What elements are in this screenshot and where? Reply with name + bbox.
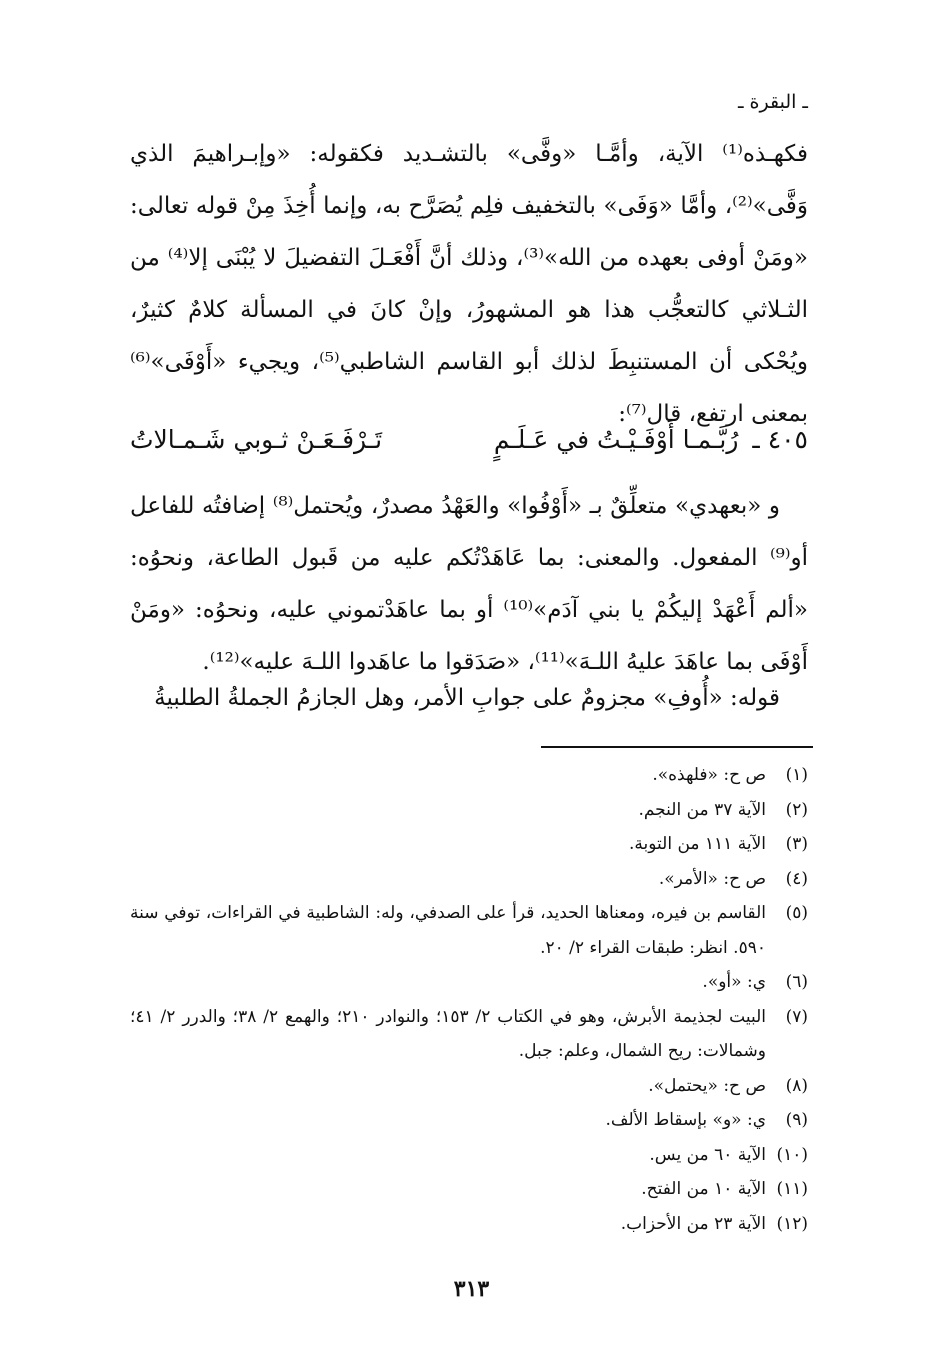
footnotes-list bbox=[130, 758, 808, 1241]
footnote-text: الآية ٣٧ من النجم. bbox=[638, 799, 766, 820]
footnote-item bbox=[130, 1069, 808, 1104]
paragraph-1: فكهـذه⁽¹⁾ الآية، وأمَّـا «وفَّى» بالتشـديد فكقوله: «وإبـراهيمَ الذي وَفَّى»⁽²⁾، وأمَّا «وَفَى» بالتخفيف فلِم يُصَرَّح به، وإنما أُخِذَ مِنْ قوله تعالى: «ومَنْ أوفى بعهده من الله»⁽³⁾، وذلك أنَّ أَفْعَـلَ التفضيلَ لا يُبْنَى إلا⁽⁴⁾ من الثـلاثي كالتعجُّب هذا هو المشهورُ، وإنْ كانَ في المسألة كلامٌ كثيرٌ، ويُحْكى أن المستنبِطَ لذلك أبو القاسم الشاطبي⁽⁵⁾، ويجيء «أَوْفَى»⁽⁶⁾ بمعنى ارتفع، قال⁽⁷⁾: bbox=[130, 141, 808, 427]
footnote-item bbox=[130, 1103, 808, 1138]
footnote-text: ي: «أو». bbox=[702, 972, 766, 992]
footnote-item bbox=[130, 1138, 808, 1173]
paragraph-2: و «بعهدي» متعلِّقٌ بـ «أَوْفُوا» والعَهْدُ مصدرٌ، ويُحتمل⁽⁸⁾ إضافتُه للفاعل أو⁽⁹⁾ المفعول. والمعنى: بما عَاهَدْتُكم عليه من قَبول الطاعة، ونحوُه: «ألم أَعْهَدْ إليكُمْ يا بني آدَم»⁽¹⁰⁾ أو بما عاهَدْتموني عليه، ونحوُه: «ومَنْ أَوْفَى بما عاهَدَ عليهُ اللـهَ»⁽¹¹⁾، «صَدَقوا ما عاهَدوا اللـهَ عليه»⁽¹²⁾. bbox=[130, 493, 809, 675]
footnote-item bbox=[130, 896, 808, 965]
footnote-divider bbox=[541, 746, 813, 748]
footnote-item bbox=[130, 827, 808, 862]
footnote-text: القاسم بن فيره، ومعناها الحديد، قرأ على الصدفي، وله: الشاطبية في القراءات، توفي سنة ٥٩٠. انظر: طبقات القراء ٢/ ٢٠. bbox=[130, 903, 766, 958]
verse-first-hemistich: رُبَّـمـا أَوْفَـيْـتُ في عَـلَـمٍ bbox=[493, 425, 739, 454]
footnote-item bbox=[130, 862, 808, 897]
footnote-number: (١٢) bbox=[776, 1213, 808, 1234]
footnote-item bbox=[130, 758, 808, 793]
page-number: ٣١٣ bbox=[453, 1276, 490, 1302]
footnote-item bbox=[130, 1207, 808, 1242]
footnote-item bbox=[130, 793, 808, 828]
footnote-text: الآية ٢٣ من الأحزاب. bbox=[620, 1213, 766, 1234]
footnote-item bbox=[130, 1000, 808, 1069]
footnote-text: البيت لجذيمة الأبرش، وهو في الكتاب ٢/ ١٥٣؛ والنوادر ٢١٠؛ والهمع ٢/ ٣٨؛ والدرر ٢/ ٤١؛ وشمالات: ريح الشمال، وعلم: جبل. bbox=[130, 1006, 766, 1061]
footnote-text: ي: «و» بإسقاط الألف. bbox=[605, 1110, 766, 1130]
footnote-number: (٥) bbox=[785, 903, 808, 923]
footnote-item bbox=[130, 965, 808, 1000]
footnote-number: (٦) bbox=[785, 972, 808, 992]
footnote-item bbox=[130, 1172, 808, 1207]
paragraph-3: قوله: «أُوفِ» مجزومٌ على جوابِ الأمر، وهل الجازمُ الجملةُ الطلبيةُ bbox=[154, 685, 780, 711]
footnote-text: ص ح: «فلهذه». bbox=[652, 765, 766, 785]
footnote-number: (٢) bbox=[785, 799, 808, 820]
footnote-text: الآية ١٠ من الفتح. bbox=[641, 1179, 766, 1199]
footnote-number: (٤) bbox=[785, 868, 808, 889]
footnote-number: (٨) bbox=[785, 1075, 808, 1096]
footnote-text: ص ح: «الأمر». bbox=[658, 868, 766, 889]
footnote-number: (٩) bbox=[785, 1110, 808, 1130]
running-header: ـ البقرة ـ bbox=[737, 91, 808, 113]
main-text-block-3 bbox=[130, 672, 808, 724]
footnote-text: الآية ٦٠ من يس. bbox=[649, 1144, 766, 1165]
verse-number: ٤٠٥ ـ bbox=[752, 425, 808, 454]
footnote-number: (١٠) bbox=[776, 1144, 808, 1165]
verse-second-hemistich: تَـرْفَـعَـنْ ثـوبي شَـمـالاتُ bbox=[129, 425, 383, 454]
footnote-text: الآية ١١١ من التوبة. bbox=[629, 834, 766, 854]
footnote-number: (١١) bbox=[776, 1179, 808, 1199]
footnote-number: (٣) bbox=[785, 834, 808, 854]
main-text-block-2 bbox=[130, 480, 808, 688]
poetry-verse bbox=[130, 420, 808, 460]
main-text-block bbox=[130, 128, 808, 440]
footnote-number: (٧) bbox=[785, 1006, 808, 1027]
footnote-number: (١) bbox=[785, 765, 808, 785]
footnote-text: ص ح: «يحتمل». bbox=[648, 1075, 766, 1096]
